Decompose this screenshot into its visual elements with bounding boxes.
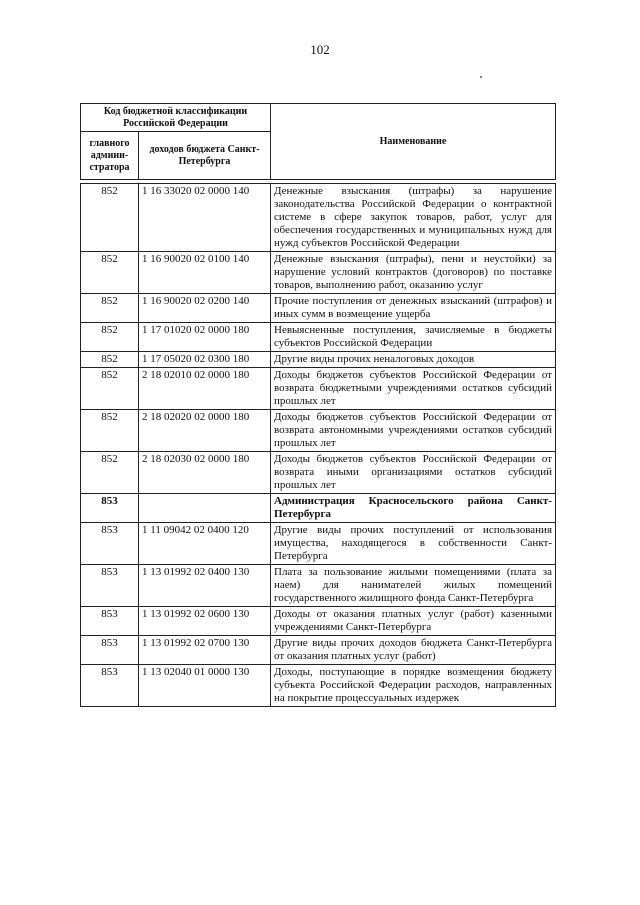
table-row [81, 452, 556, 494]
scan-speck [480, 76, 482, 78]
income-code-cell: 1 16 90020 02 0100 140 [139, 252, 271, 294]
name-cell: Другие виды прочих доходов бюджета Санкт-Петербурга от оказания платных услуг (работ) [271, 636, 556, 665]
table-row [81, 410, 556, 452]
header-admin: главного админи-стратора [81, 132, 139, 180]
name-cell: Доходы от оказания платных услуг (работ) казенными учреждениями Санкт-Петербурга [271, 607, 556, 636]
name-cell: Другие виды прочих неналоговых доходов [271, 352, 556, 368]
name-cell: Плата за пользование жилыми помещениями (плата за наем) для нанимателей жилых помещений государственного жилищного фонда Санкт-Петербурга [271, 565, 556, 607]
income-code-cell: 1 13 01992 02 0700 130 [139, 636, 271, 665]
table-row [81, 565, 556, 607]
name-cell: Администрация Красносельского района Санкт-Петербурга [271, 494, 556, 523]
name-cell: Невыясненные поступления, зачисляемые в бюджеты субъектов Российской Федерации [271, 323, 556, 352]
income-code-cell: 2 18 02020 02 0000 180 [139, 410, 271, 452]
table-row [81, 294, 556, 323]
income-code-cell: 1 11 09042 02 0400 120 [139, 523, 271, 565]
table-header [80, 103, 556, 180]
name-cell: Прочие поступления от денежных взысканий (штрафов) и иных сумм в возмещение ущерба [271, 294, 556, 323]
name-cell: Доходы бюджетов субъектов Российской Федерации от возврата бюджетными учреждениями остатков субсидий прошлых лет [271, 368, 556, 410]
budget-table [80, 183, 556, 707]
table-row [81, 184, 556, 252]
name-cell: Доходы, поступающие в порядке возмещения бюджету субъекта Российской Федерации расходов, направленных на покрытие процессуальных издержек [271, 665, 556, 707]
name-cell: Доходы бюджетов субъектов Российской Федерации от возврата автономными учреждениями остатков субсидий прошлых лет [271, 410, 556, 452]
admin-code-cell: 853 [81, 494, 139, 523]
page-number: 102 [310, 42, 330, 57]
header-income: доходов бюджета Санкт-Петербурга [139, 132, 271, 180]
income-code-cell [139, 494, 271, 523]
admin-code-cell: 852 [81, 294, 139, 323]
income-code-cell: 1 17 05020 02 0300 180 [139, 352, 271, 368]
admin-code-cell: 852 [81, 184, 139, 252]
admin-code-cell: 852 [81, 352, 139, 368]
admin-code-cell: 852 [81, 452, 139, 494]
admin-code-cell: 852 [81, 323, 139, 352]
admin-code-cell: 853 [81, 565, 139, 607]
admin-code-cell: 852 [81, 410, 139, 452]
table-row [81, 665, 556, 707]
name-cell: Доходы бюджетов субъектов Российской Федерации от возврата иными организациями остатков субсидий прошлых лет [271, 452, 556, 494]
header-group-label: Код бюджетной классификации Российской Федерации [81, 104, 271, 132]
income-code-cell: 2 18 02030 02 0000 180 [139, 452, 271, 494]
admin-code-cell: 853 [81, 665, 139, 707]
table-row [81, 636, 556, 665]
income-code-cell: 1 16 90020 02 0200 140 [139, 294, 271, 323]
admin-code-cell: 852 [81, 252, 139, 294]
income-code-cell: 1 13 02040 01 0000 130 [139, 665, 271, 707]
header-name: Наименование [271, 104, 556, 180]
admin-code-cell: 853 [81, 523, 139, 565]
table-row [81, 494, 556, 523]
table-row [81, 323, 556, 352]
table-row [81, 523, 556, 565]
table-row [81, 252, 556, 294]
name-cell: Другие виды прочих поступлений от использования имущества, находящегося в собственности Санкт-Петербурга [271, 523, 556, 565]
income-code-cell: 2 18 02010 02 0000 180 [139, 368, 271, 410]
income-code-cell: 1 16 33020 02 0000 140 [139, 184, 271, 252]
admin-code-cell: 853 [81, 607, 139, 636]
income-code-cell: 1 13 01992 02 0600 130 [139, 607, 271, 636]
table-body [81, 184, 556, 707]
admin-code-cell: 852 [81, 368, 139, 410]
name-cell: Денежные взыскания (штрафы) за нарушение законодательства Российской Федерации о контрактной системе в сфере закупок товаров, работ, услуг для обеспечения государственных и муниципальных нужд для нужд субъектов Российской Федерации [271, 184, 556, 252]
income-code-cell: 1 13 01992 02 0400 130 [139, 565, 271, 607]
name-cell: Денежные взыскания (штрафы), пени и неустойки) за нарушение условий контрактов (договоров) по поставке товаров, выполнению работ, оказанию услуг [271, 252, 556, 294]
income-code-cell: 1 17 01020 02 0000 180 [139, 323, 271, 352]
table-row [81, 352, 556, 368]
table-row [81, 607, 556, 636]
table-row [81, 368, 556, 410]
admin-code-cell: 853 [81, 636, 139, 665]
